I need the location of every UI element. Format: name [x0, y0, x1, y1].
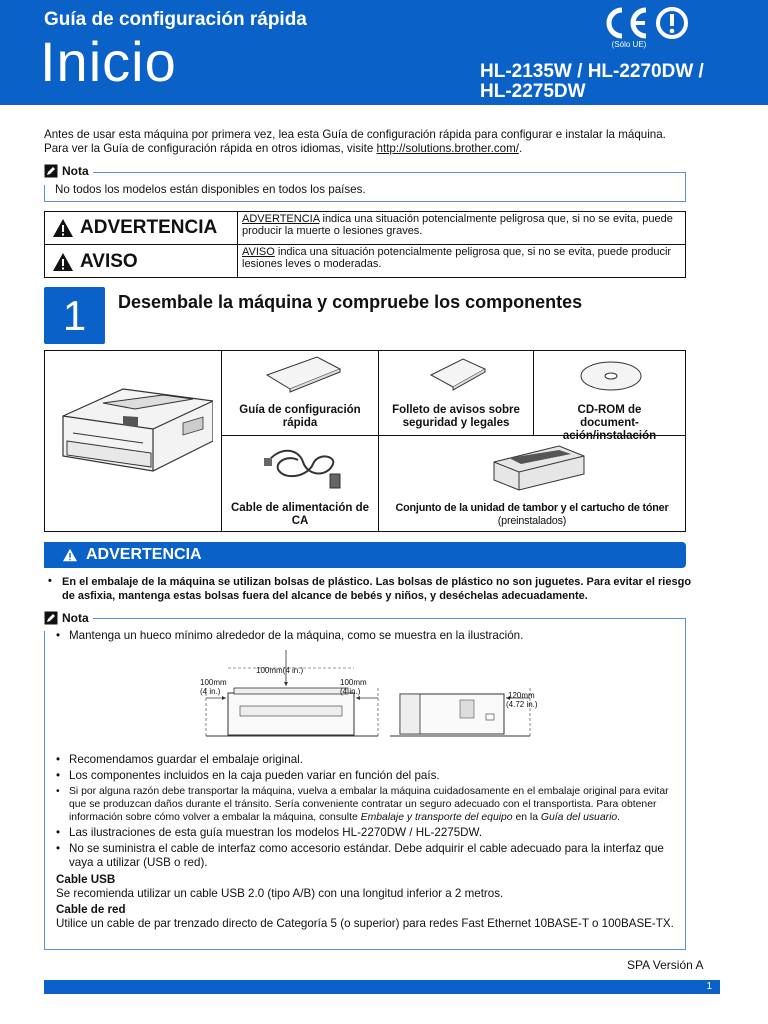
hazard-term-warning: ADVERTENCIA: [242, 213, 320, 225]
pencil-note-icon: [44, 164, 58, 178]
transport-text-italic-1: Embalaje y transporte del equipo: [360, 812, 513, 823]
note-2-list-mid: [56, 753, 686, 872]
hazard-row-caution: [45, 245, 685, 278]
hazard-label-caution-text: AVISO: [80, 250, 138, 272]
ce-mark-icon: [602, 6, 690, 40]
drum-toner-label-main: Conjunto de la unidad de tambor y el cartucho de tóner: [395, 502, 669, 514]
header-banner: [0, 0, 768, 105]
note-2-bullet-interface-cable: • No se suministra el cable de interfaz como accesorio estándar. Debe adquirir el cable adecuado para la interfaz que vaya a utilizar (USB o red).: [56, 842, 686, 870]
warning-triangle-icon: [52, 218, 74, 238]
note-2-bullet-components-vary: • Los componentes incluidos en la caja pueden variar en función del país.: [56, 769, 686, 783]
document-subtitle: Guía de configuración rápida: [44, 9, 307, 30]
page-number: 1: [706, 981, 712, 992]
note-2-bullet-clearance: • Mantenga un hueco mínimo alrededor de la máquina, como se muestra en la ilustración.: [56, 629, 686, 643]
hazard-label-warning: [45, 212, 238, 244]
intro-text: [44, 128, 734, 156]
cdrom-label: CD-ROM de document- ación/instalación: [562, 404, 657, 442]
step-title: Desembale la máquina y compruebe los componentes: [118, 292, 583, 312]
safety-booklet-label: Folleto de avisos sobre seguridad y legales: [392, 404, 520, 429]
quick-guide-label: Guía de configuración rápida: [239, 404, 361, 429]
brother-solutions-link[interactable]: http://solutions.brother.com/: [376, 142, 519, 155]
note-2-heading: [44, 611, 93, 625]
safety-booklet-illustration: [427, 357, 489, 393]
transport-text-prefix: Si por alguna razón debe transportar la máquina, vuelva a embalar la máquina cuidadosamente en el embalaje original para evitar que se produzcan daños durante el tránsito. Sería conveniente contratar un seguro adecuado con el transportista. Para obtener información sobre cómo volver a embalar la máquina, consulte: [69, 786, 669, 823]
intro-line-2-suffix: .: [518, 142, 523, 155]
hazard-desc-warning: [242, 213, 682, 237]
ac-cable-illustration: [258, 442, 348, 492]
note-1-label: Nota: [62, 164, 89, 178]
diagram-side-mm: 120mm: [508, 691, 535, 700]
warning-banner-label: ADVERTENCIA: [86, 546, 202, 563]
diagram-left-mm: 100mm: [200, 678, 227, 687]
hazard-label-warning-text: ADVERTENCIA: [80, 217, 218, 238]
transport-text-italic-2: Guía del usuario: [540, 812, 618, 823]
hazard-term-caution: AVISO: [242, 246, 275, 258]
warning-bullet-text: En el embalaje de la máquina se utilizan bolsas de plástico. Las bolsas de plástico no son juguetes. Para evitar el riesgo de asfixia, mantenga estas bolsas fuera del alcance de bebés y niños, y deséchelas adecuadamente.: [62, 576, 692, 602]
diagram-left-in: (4 in.): [200, 687, 221, 696]
hazard-row-warning: [45, 212, 685, 245]
cell-ac-cable: [221, 436, 378, 531]
components-table: [44, 350, 686, 532]
hazard-desc-caution-text: indica una situación potencialmente peligrosa que, si no se evita, puede producir lesiones leves o moderadas.: [242, 246, 672, 270]
caution-triangle-icon: [52, 252, 74, 272]
document-title: Inicio: [40, 30, 177, 93]
cell-safety-booklet: [378, 351, 533, 436]
diagram-right-mm: 100mm: [340, 678, 367, 687]
warning-bullet-dot: •: [48, 575, 52, 587]
warning-banner: [44, 542, 686, 568]
footer-bar: [44, 980, 720, 994]
usb-cable-heading: Cable USB: [56, 873, 116, 886]
model-names: [480, 62, 760, 102]
network-cable-text: Utilice un cable de par trenzado directo de Categoría 5 (o superior) para redes Fast Ethernet 10BASE-T o 100BASE-TX.: [56, 917, 674, 930]
note-1-text: No todos los modelos están disponibles en todos los países.: [55, 183, 366, 196]
hazard-desc-caution: [242, 246, 682, 270]
intro-line-2-prefix: Para ver la Guía de configuración rápida en otros idiomas, visite: [44, 142, 377, 155]
note-2-bullet-illustrations: • Las ilustraciones de esta guía muestran los modelos HL-2270DW / HL-2275DW.: [56, 826, 686, 840]
note-2-bullet-keep-packing: • Recomendamos guardar el embalaje original.: [56, 753, 686, 767]
note-2-label: Nota: [62, 611, 89, 625]
cell-cdrom: [533, 351, 685, 442]
hazard-label-caution: [45, 245, 238, 278]
diagram-side-in: (4.72 in.): [506, 700, 538, 709]
drum-toner-label: [379, 502, 685, 528]
ce-note: (Sólo UE): [611, 40, 647, 49]
diagram-top-label: 100mm(4 in.): [256, 666, 304, 675]
transport-text-suffix: .: [617, 812, 621, 823]
network-cable-heading: Cable de red: [56, 903, 126, 916]
clearance-diagram: [190, 648, 570, 748]
drum-toner-illustration: [489, 440, 589, 494]
version-label: SPA Versión A: [627, 958, 704, 972]
note-2-bullet-transport: [56, 785, 686, 824]
pencil-note-icon: [44, 611, 58, 625]
warning-banner-icon: [62, 548, 78, 562]
intro-line-1: Antes de usar esta máquina por primera vez, lea esta Guía de configuración rápida para configurar e instalar la máquina.: [44, 128, 666, 141]
cell-drum-toner: [378, 436, 685, 531]
drum-toner-label-sub: (preinstalados): [497, 515, 567, 527]
intro-line-2: [44, 142, 734, 156]
note-2-list-top: [56, 629, 686, 645]
transport-text-mid: en la: [512, 812, 541, 823]
step-number-badge: 1: [44, 287, 105, 344]
models-line-1: HL-2135W / HL-2270DW /: [480, 61, 704, 82]
cdrom-illustration: [578, 359, 644, 393]
cell-quick-guide: [221, 351, 378, 436]
usb-cable-text: Se recomienda utilizar un cable USB 2.0 (tipo A/B) con una longitud inferior a 2 metros.: [56, 887, 504, 900]
note-2-left-rule: [44, 631, 45, 950]
diagram-right-in: (4 in.): [340, 687, 361, 696]
ac-cable-label: Cable de alimentación de CA: [230, 502, 370, 527]
note-1-heading: [44, 164, 93, 178]
models-line-2: HL-2275DW: [480, 81, 586, 102]
hazard-definitions-table: [44, 211, 686, 278]
printer-illustration: [53, 381, 213, 501]
quick-guide-illustration: [262, 355, 342, 395]
hazard-desc-warning-text: indica una situación potencialmente peligrosa que, si no se evita, puede producir la muerte o lesiones graves.: [242, 213, 673, 237]
note-1-left-rule: [44, 185, 45, 202]
